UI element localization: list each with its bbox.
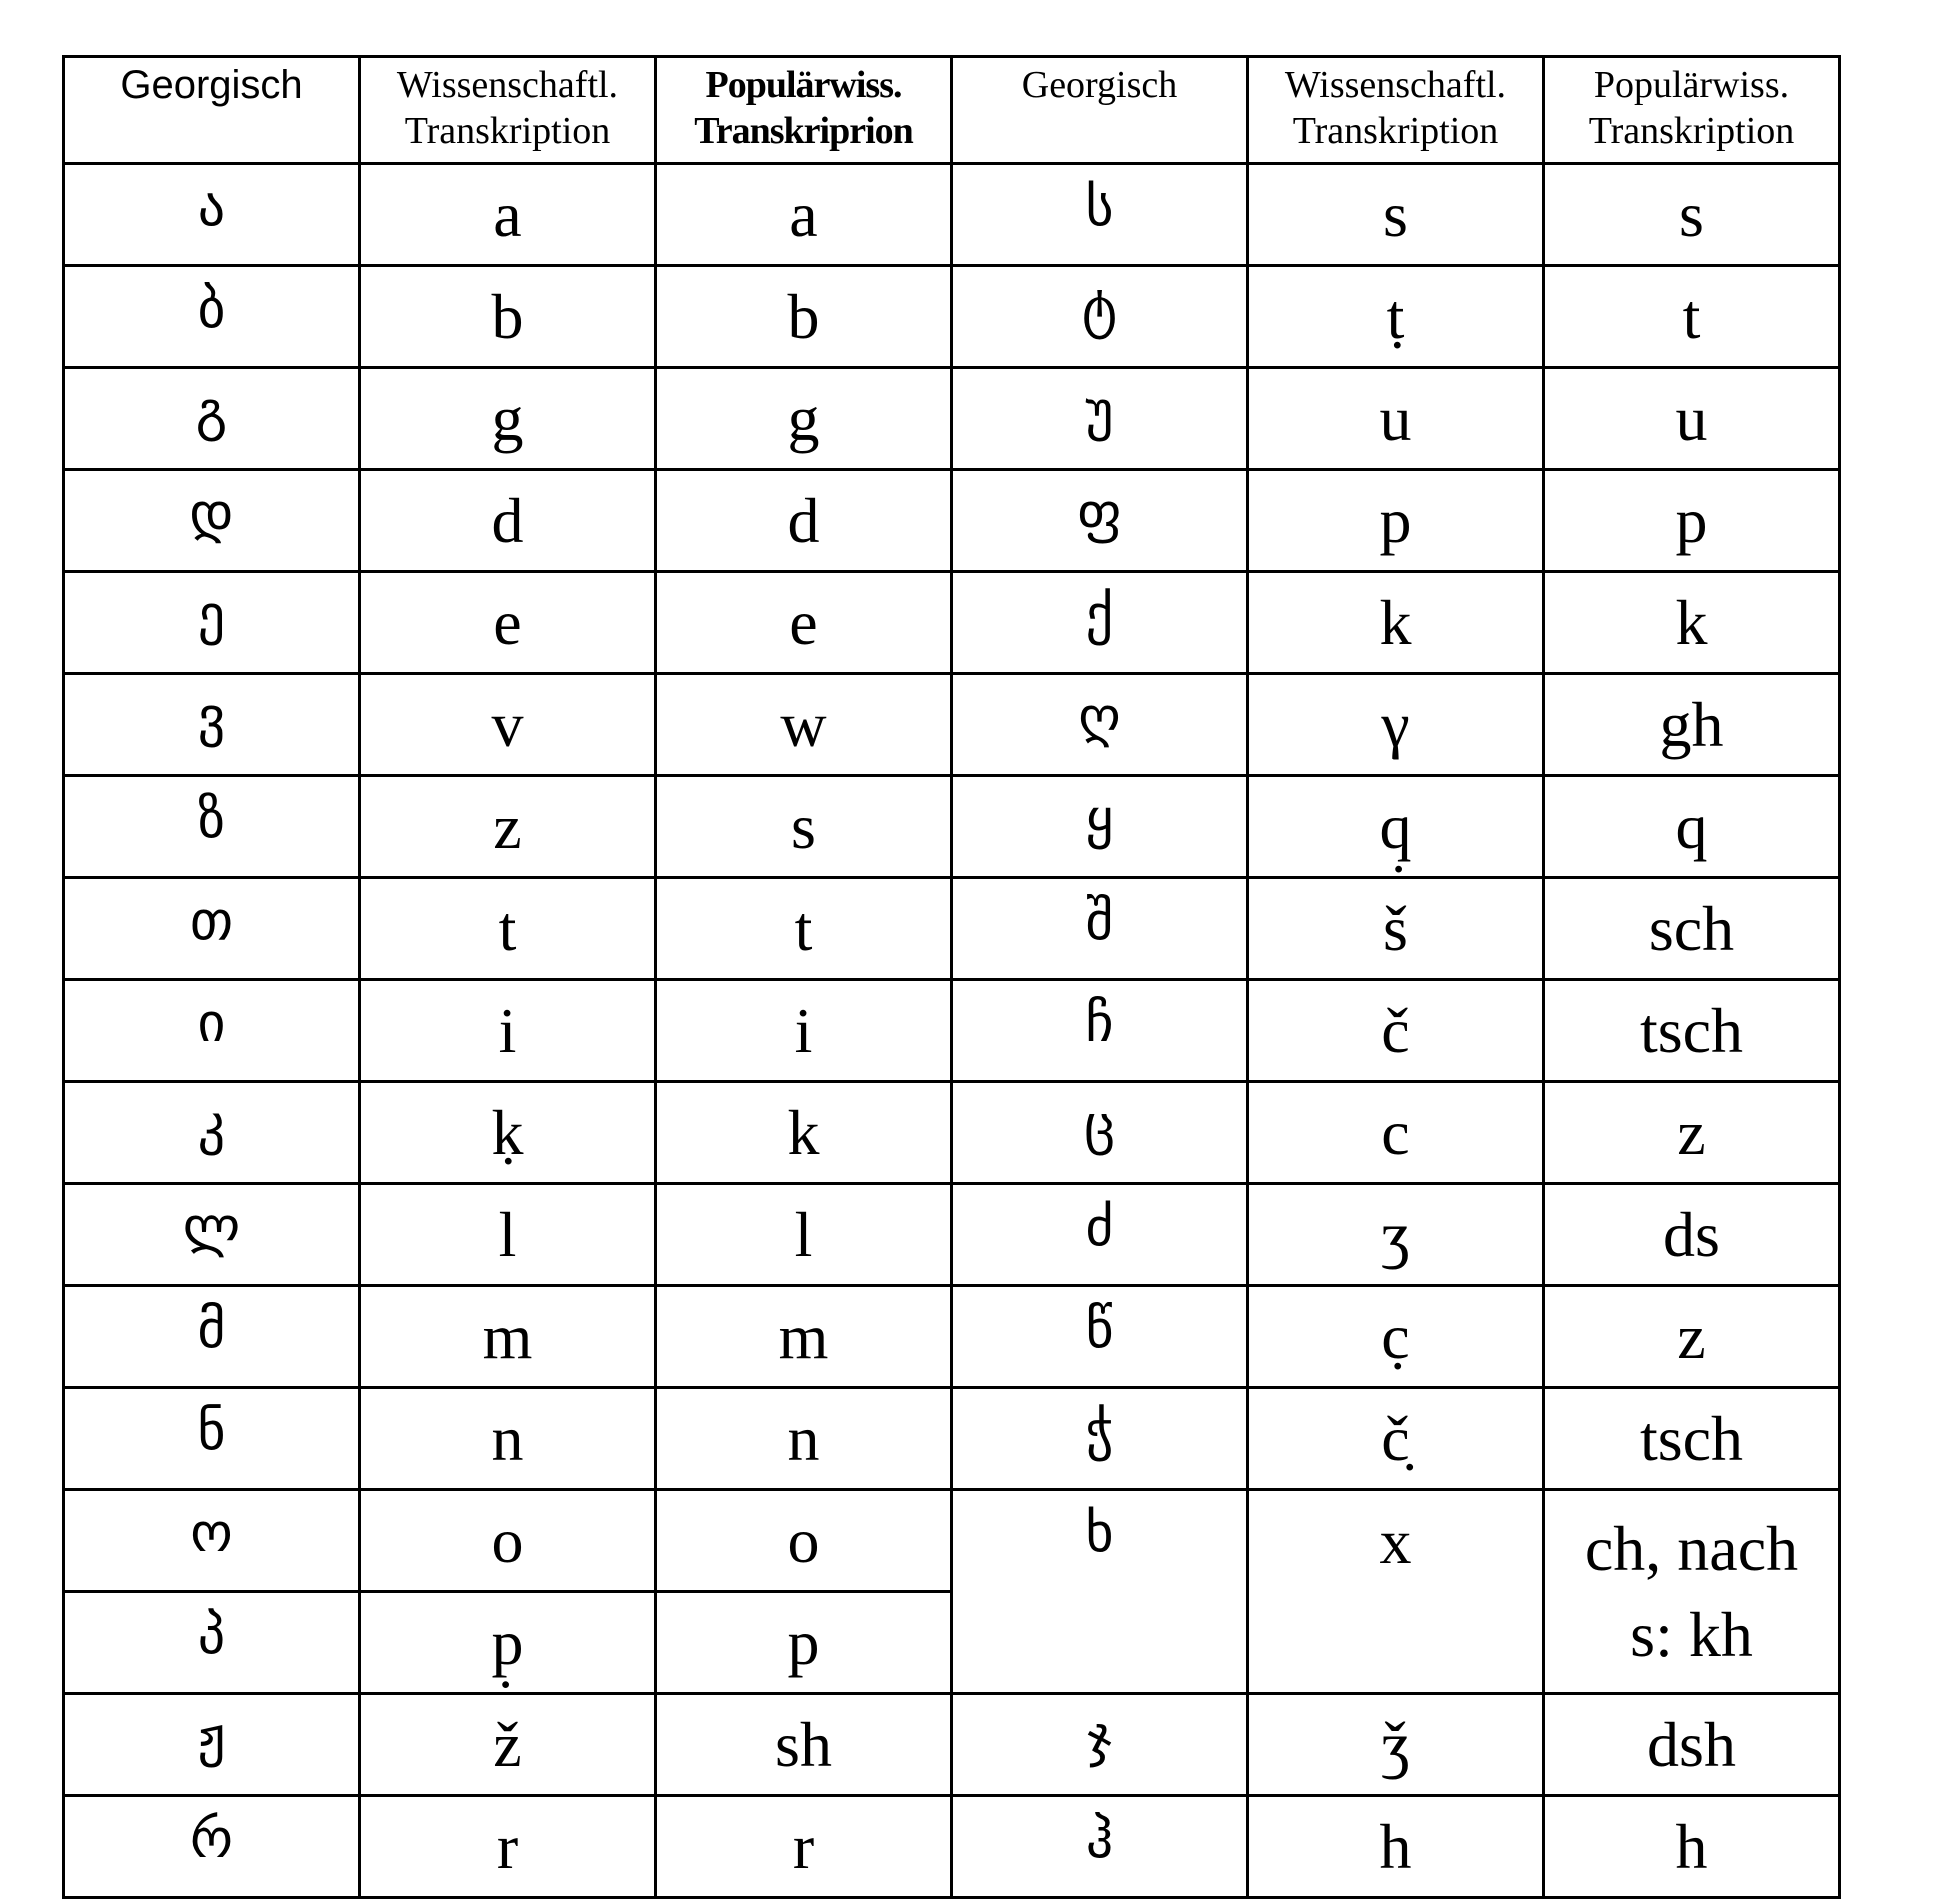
table-row [64, 878, 1840, 980]
georgian-letter: ფ [952, 470, 1248, 572]
scientific-transcription: i [360, 980, 656, 1082]
georgian-letter: მ [64, 1286, 360, 1388]
georgian-letter: ვ [64, 674, 360, 776]
popular-transcription: d [656, 470, 952, 572]
popular-transcription: a [656, 164, 952, 266]
popular-transcription: t [1544, 266, 1840, 368]
georgian-letter: ზ [64, 776, 360, 878]
popular-transcription: dsh [1544, 1694, 1840, 1796]
popular-transcription: ds [1544, 1184, 1840, 1286]
georgian-letter: თ [64, 878, 360, 980]
georgian-letter: ხ [952, 1490, 1248, 1694]
scientific-transcription: t [360, 878, 656, 980]
table-row [64, 572, 1840, 674]
scientific-transcription: l [360, 1184, 656, 1286]
popular-transcription: h [1544, 1796, 1840, 1898]
georgian-transcription-table [62, 55, 1841, 1899]
scientific-transcription: e [360, 572, 656, 674]
scientific-transcription: c̣ [1248, 1286, 1544, 1388]
popular-transcription: s [656, 776, 952, 878]
scientific-transcription: h [1248, 1796, 1544, 1898]
popular-transcription: n [656, 1388, 952, 1490]
georgian-letter: ბ [64, 266, 360, 368]
popular-transcription: tsch [1544, 980, 1840, 1082]
table-row [64, 674, 1840, 776]
georgian-letter: კ [64, 1082, 360, 1184]
popular-transcription-line-1: ch, nach [1584, 1512, 1799, 1584]
georgian-letter: ყ [952, 776, 1248, 878]
popular-transcription: g [656, 368, 952, 470]
georgian-letter: ჰ [952, 1796, 1248, 1898]
table-row [64, 980, 1840, 1082]
scientific-transcription: č̣ [1248, 1388, 1544, 1490]
scientific-transcription: o [360, 1490, 656, 1592]
scientific-transcription: v [360, 674, 656, 776]
header-populaerwiss-left: Populärwiss. Transkriprion [656, 57, 952, 164]
table-row [64, 1388, 1840, 1490]
georgian-letter: ძ [952, 1184, 1248, 1286]
scientific-transcription: r [360, 1796, 656, 1898]
georgian-letter: ლ [64, 1184, 360, 1286]
georgian-letter: ს [952, 164, 1248, 266]
popular-transcription: m [656, 1286, 952, 1388]
popular-transcription: u [1544, 368, 1840, 470]
scientific-transcription: ṭ [1248, 266, 1544, 368]
georgian-letter: ი [64, 980, 360, 1082]
popular-transcription-line-2: s: kh [1630, 1598, 1753, 1670]
georgian-letter: უ [952, 368, 1248, 470]
scientific-transcription: g [360, 368, 656, 470]
popular-transcription: q [1544, 776, 1840, 878]
georgian-letter: პ [64, 1592, 360, 1694]
popular-transcription: i [656, 980, 952, 1082]
table-row [64, 164, 1840, 266]
scientific-transcription: ǯ [1248, 1694, 1544, 1796]
popular-transcription: p [1544, 470, 1840, 572]
scientific-transcription: ḳ [360, 1082, 656, 1184]
popular-transcription: gh [1544, 674, 1840, 776]
scientific-transcription: ʒ [1248, 1184, 1544, 1286]
scientific-transcription: š [1248, 878, 1544, 980]
georgian-letter: ჩ [952, 980, 1248, 1082]
popular-transcription: p [656, 1592, 952, 1694]
scientific-transcription: c [1248, 1082, 1544, 1184]
scientific-transcription: u [1248, 368, 1544, 470]
popular-transcription: sch [1544, 878, 1840, 980]
header-georgisch-left: Georgisch [64, 57, 360, 164]
table-row [64, 1286, 1840, 1388]
scientific-transcription: n [360, 1388, 656, 1490]
georgian-letter: ც [952, 1082, 1248, 1184]
popular-transcription: tsch [1544, 1388, 1840, 1490]
popular-transcription: b [656, 266, 952, 368]
scientific-transcription: p [1248, 470, 1544, 572]
georgian-letter: ტ [952, 266, 1248, 368]
popular-transcription: e [656, 572, 952, 674]
scientific-transcription: s [1248, 164, 1544, 266]
scientific-transcription: z [360, 776, 656, 878]
table-row [64, 368, 1840, 470]
table-row [64, 776, 1840, 878]
scientific-transcription: č [1248, 980, 1544, 1082]
scientific-transcription: b [360, 266, 656, 368]
table-row [64, 470, 1840, 572]
georgian-letter: წ [952, 1286, 1248, 1388]
popular-transcription: t [656, 878, 952, 980]
popular-transcription: r [656, 1796, 952, 1898]
georgian-letter: ე [64, 572, 360, 674]
georgian-letter: დ [64, 470, 360, 572]
scientific-transcription: a [360, 164, 656, 266]
popular-transcription: k [1544, 572, 1840, 674]
scientific-transcription: x [1248, 1490, 1544, 1694]
scientific-transcription: k [1248, 572, 1544, 674]
popular-transcription: z [1544, 1082, 1840, 1184]
popular-transcription: sh [656, 1694, 952, 1796]
popular-transcription: w [656, 674, 952, 776]
popular-transcription: k [656, 1082, 952, 1184]
table-row [64, 1082, 1840, 1184]
scientific-transcription: p̣ [360, 1592, 656, 1694]
scientific-transcription: q̣ [1248, 776, 1544, 878]
header-wissenschaftl-right: Wissenschaftl. Transkription [1248, 57, 1544, 164]
scientific-transcription: m [360, 1286, 656, 1388]
header-populaerwiss-right: Populärwiss. Transkription [1544, 57, 1840, 164]
georgian-letter: შ [952, 878, 1248, 980]
georgian-letter: ქ [952, 572, 1248, 674]
scientific-transcription: d [360, 470, 656, 572]
popular-transcription: o [656, 1490, 952, 1592]
georgian-letter: ღ [952, 674, 1248, 776]
georgian-letter: ნ [64, 1388, 360, 1490]
table-row [64, 1184, 1840, 1286]
popular-transcription: s [1544, 164, 1840, 266]
georgian-letter: ა [64, 164, 360, 266]
header-wissenschaftl-left: Wissenschaftl. Transkription [360, 57, 656, 164]
georgian-letter: გ [64, 368, 360, 470]
georgian-letter: რ [64, 1796, 360, 1898]
header-georgisch-right: Georgisch [952, 57, 1248, 164]
scientific-transcription: ž [360, 1694, 656, 1796]
georgian-letter: ჟ [64, 1694, 360, 1796]
table-row [64, 1694, 1840, 1796]
table-row [64, 1490, 1840, 1592]
popular-transcription [1544, 1490, 1840, 1694]
georgian-letter: ჭ [952, 1388, 1248, 1490]
scientific-transcription: γ [1248, 674, 1544, 776]
transcription-table-container [62, 55, 1838, 1899]
table-row [64, 266, 1840, 368]
georgian-letter: ჯ [952, 1694, 1248, 1796]
header-row [64, 57, 1840, 164]
georgian-letter: ო [64, 1490, 360, 1592]
popular-transcription: z [1544, 1286, 1840, 1388]
popular-transcription: l [656, 1184, 952, 1286]
